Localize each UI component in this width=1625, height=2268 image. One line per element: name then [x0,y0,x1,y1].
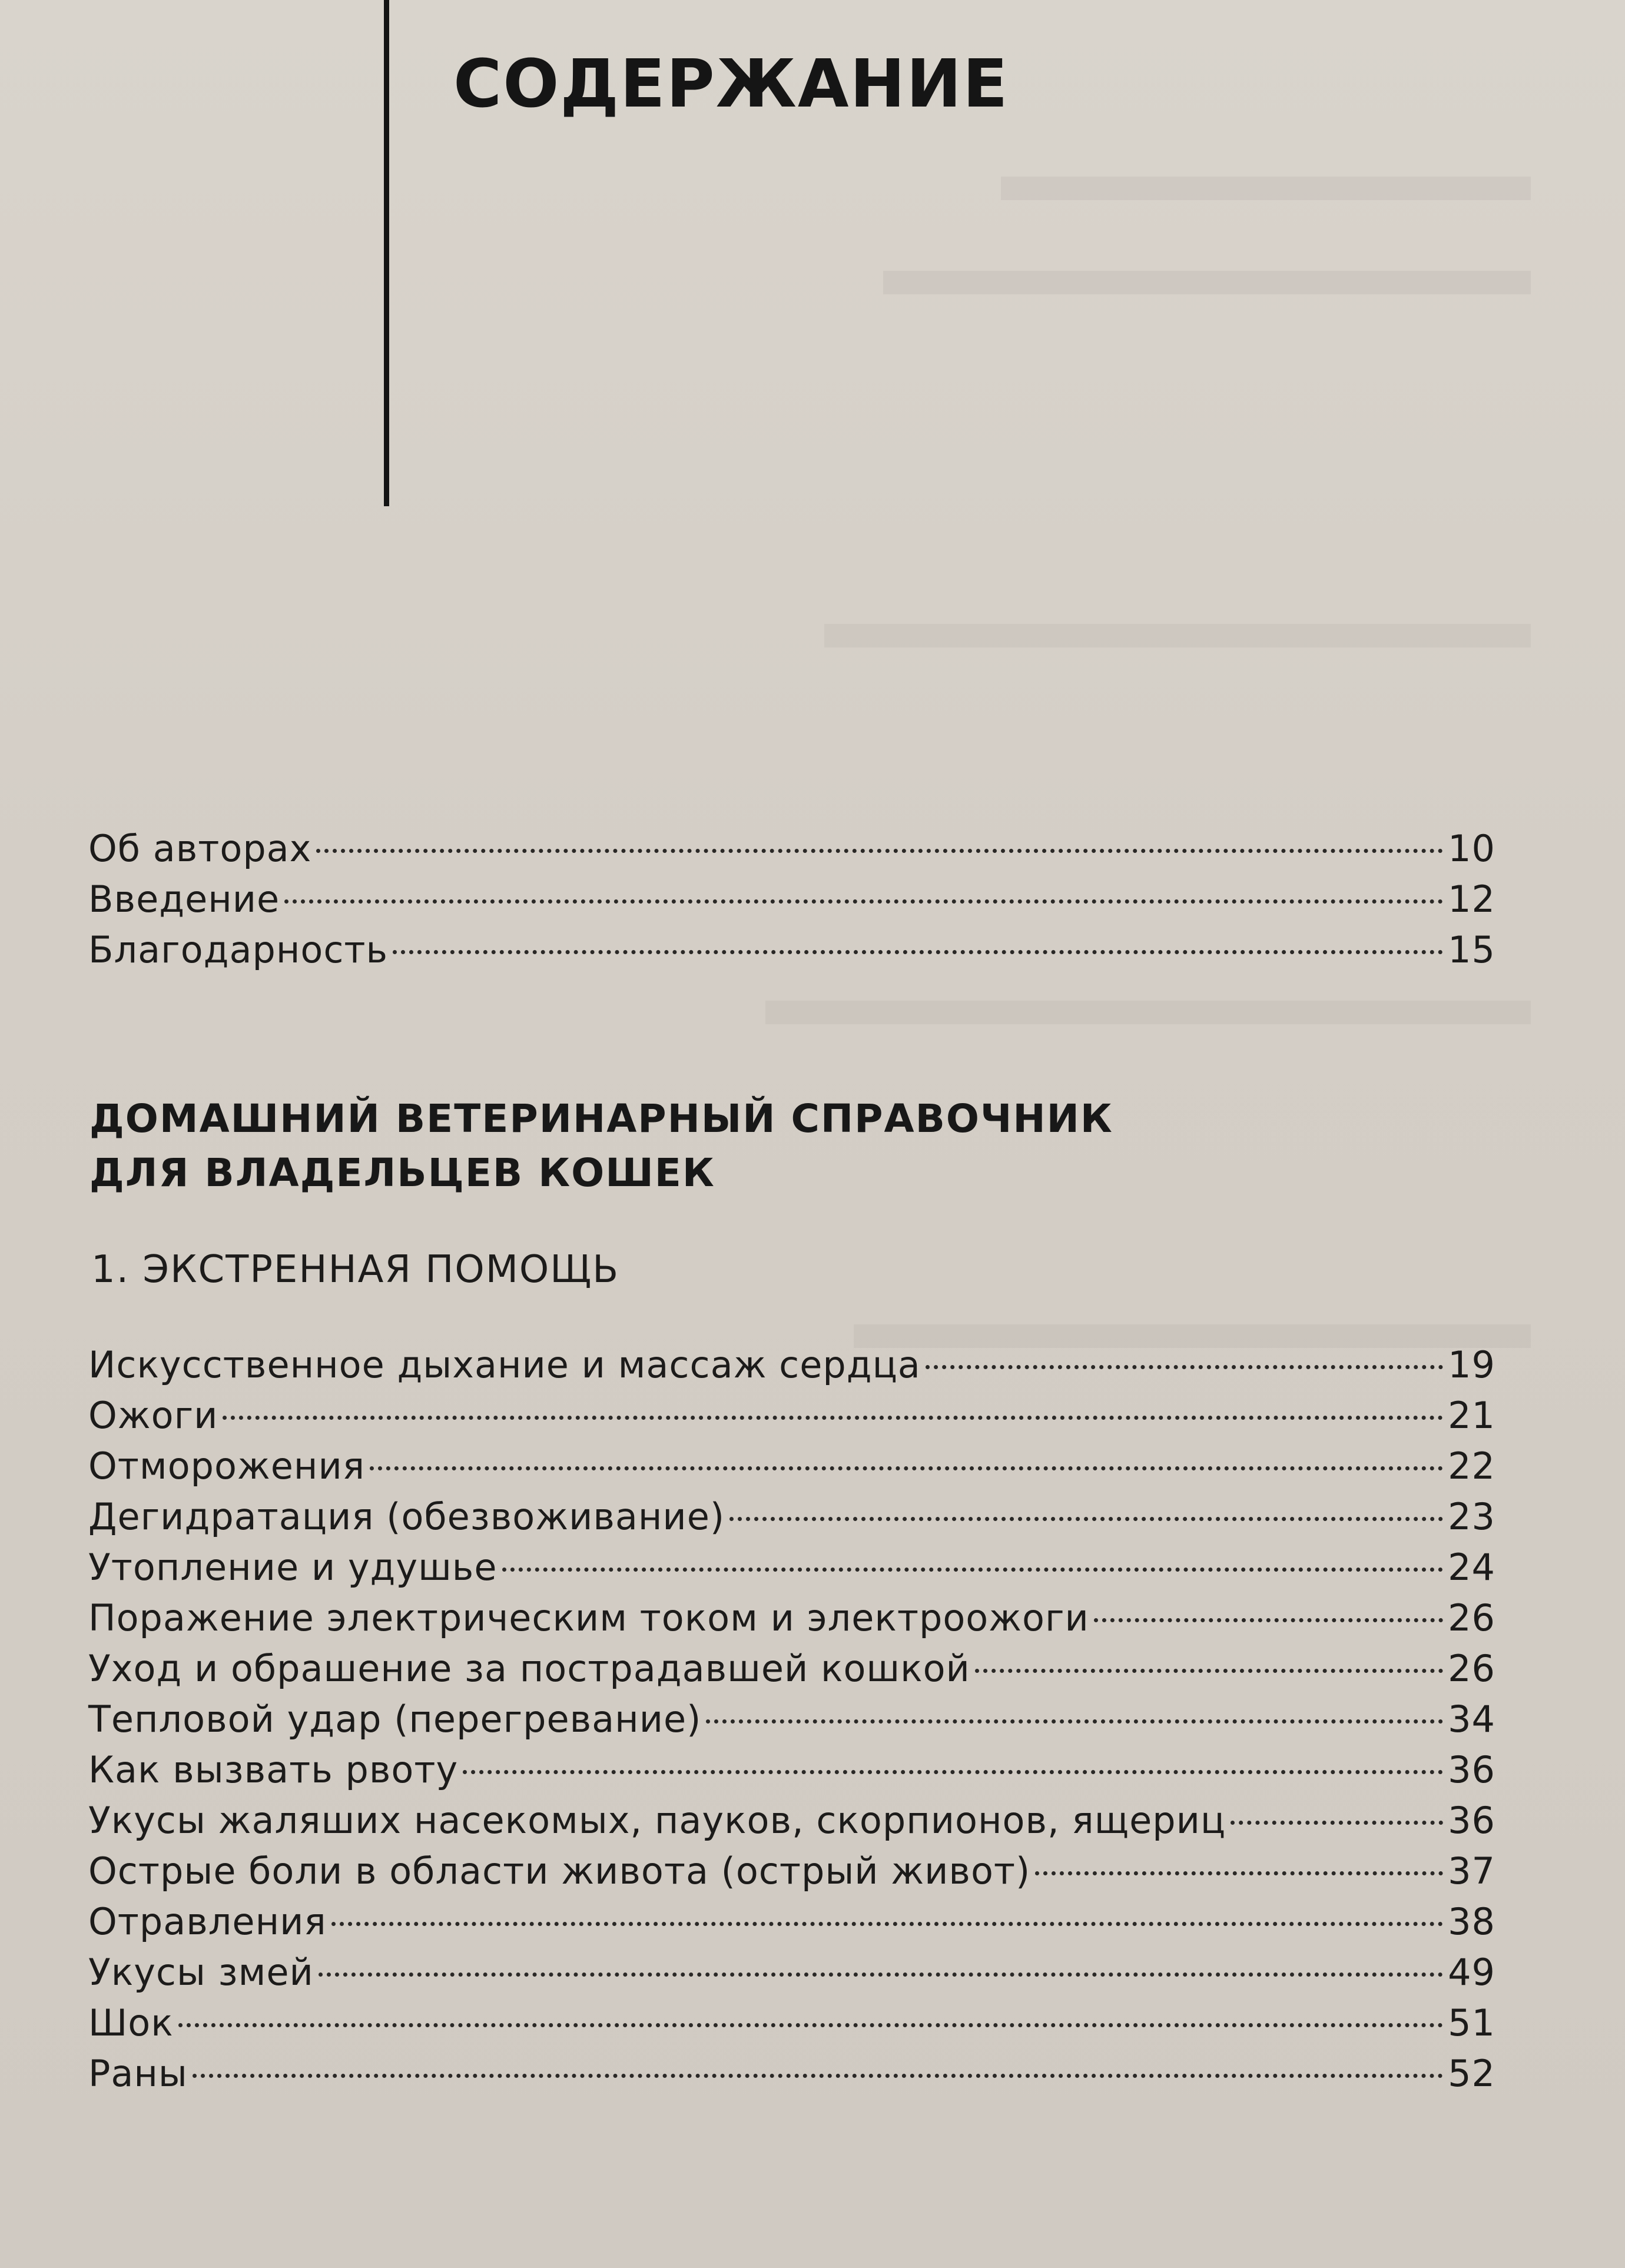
chapter-entry-list [88,1343,1495,2103]
toc-entry-page-number: 23 [1448,1495,1495,1538]
dot-leader [284,899,1443,904]
section-title-line-1: ДОМАШНИЙ ВЕТЕРИНАРНЫЙ СПРАВОЧНИК [89,1096,1113,1141]
toc-entry-page-number: 22 [1448,1445,1495,1487]
toc-entry [88,1495,1495,1546]
toc-entry-page-number: 36 [1448,1799,1495,1842]
toc-entry-page-number: 24 [1448,1546,1495,1589]
chapter-title: 1. ЭКСТРЕННАЯ ПОМОЩЬ [91,1248,620,1291]
show-through-shading [1001,177,1531,200]
dot-leader [706,1719,1443,1724]
toc-entry-page-number: 10 [1448,827,1495,870]
dot-leader [370,1466,1443,1470]
dot-leader [502,1568,1444,1572]
toc-entry [88,928,1495,979]
dot-leader [975,1669,1443,1673]
toc-entry [88,1748,1495,1799]
toc-entry-title: Утопление и удушье [88,1546,498,1589]
dot-leader [331,1922,1443,1926]
dot-leader [316,849,1443,853]
toc-entry-page-number: 37 [1448,1849,1495,1892]
toc-entry [88,1546,1495,1596]
toc-entry-title: Поражение электрическим током и электроожоги [88,1596,1089,1639]
toc-entry-page-number: 38 [1448,1900,1495,1943]
vertical-rule [384,0,389,506]
toc-entry [88,827,1495,878]
toc-entry-page-number: 51 [1448,2001,1495,2044]
dot-leader [729,1517,1443,1521]
toc-entry-title: Укусы жаляших насекомых, пауков, скорпионов, ящериц [88,1799,1226,1842]
toc-entry [88,1445,1495,1495]
dot-leader [926,1365,1443,1369]
toc-entry-page-number: 19 [1448,1343,1495,1386]
toc-entry-title: Благодарность [88,928,389,971]
toc-entry-title: Об авторах [88,827,312,870]
toc-entry-title: Шок [88,2001,174,2044]
toc-entry [88,1849,1495,1900]
toc-entry-title: Укусы змей [88,1951,314,1994]
toc-entry-title: Тепловой удар (перегревание) [88,1698,702,1741]
toc-entry-page-number: 34 [1448,1698,1495,1741]
dot-leader [178,2023,1443,2027]
toc-entry-title: Как вызвать рвоту [88,1748,459,1791]
dot-leader [393,950,1443,954]
toc-entry-title: Уход и обрашение за пострадавшей кошкой [88,1647,970,1690]
toc-entry [88,1951,1495,2001]
dot-leader [1231,1821,1443,1825]
toc-entry-title: Отравления [88,1900,327,1943]
dot-leader [319,1973,1443,1977]
dot-leader [223,1416,1443,1420]
toc-entry-page-number: 15 [1448,928,1495,971]
toc-entry [88,1698,1495,1748]
toc-entry-page-number: 26 [1448,1596,1495,1639]
dot-leader [463,1770,1443,1774]
toc-entry-page-number: 21 [1448,1394,1495,1437]
toc-entry-title: Острые боли в области живота (острый живот) [88,1849,1031,1892]
toc-entry [88,878,1495,928]
toc-entry [88,1900,1495,1951]
toc-entry-page-number: 12 [1448,878,1495,921]
toc-entry-title: Отморожения [88,1445,366,1487]
section-title [89,1092,1113,1200]
toc-entry-page-number: 52 [1448,2052,1495,2095]
toc-entry [88,2052,1495,2103]
toc-entry-title: Искусственное дыхание и массаж сердца [88,1343,921,1386]
front-matter-list [88,827,1495,979]
toc-entry-title: Раны [88,2052,188,2095]
toc-entry-title: Дегидратация (обезвоживание) [88,1495,725,1538]
dot-leader [1035,1871,1443,1875]
show-through-shading [765,1001,1531,1024]
toc-entry [88,1647,1495,1698]
section-title-line-2: ДЛЯ ВЛАДЕЛЬЦЕВ КОШЕК [89,1150,715,1196]
toc-entry-title: Ожоги [88,1394,218,1437]
dot-leader [193,2074,1443,2078]
show-through-shading [824,624,1531,647]
toc-entry [88,1394,1495,1445]
toc-entry [88,1799,1495,1849]
toc-entry-title: Введение [88,878,280,921]
toc-entry-page-number: 49 [1448,1951,1495,1994]
toc-entry-page-number: 26 [1448,1647,1495,1690]
toc-entry [88,2001,1495,2052]
show-through-shading [883,271,1531,294]
toc-entry [88,1596,1495,1647]
toc-entry-page-number: 36 [1448,1748,1495,1791]
page-heading: СОДЕРЖАНИЕ [453,46,1009,122]
toc-entry [88,1343,1495,1394]
dot-leader [1094,1618,1443,1622]
